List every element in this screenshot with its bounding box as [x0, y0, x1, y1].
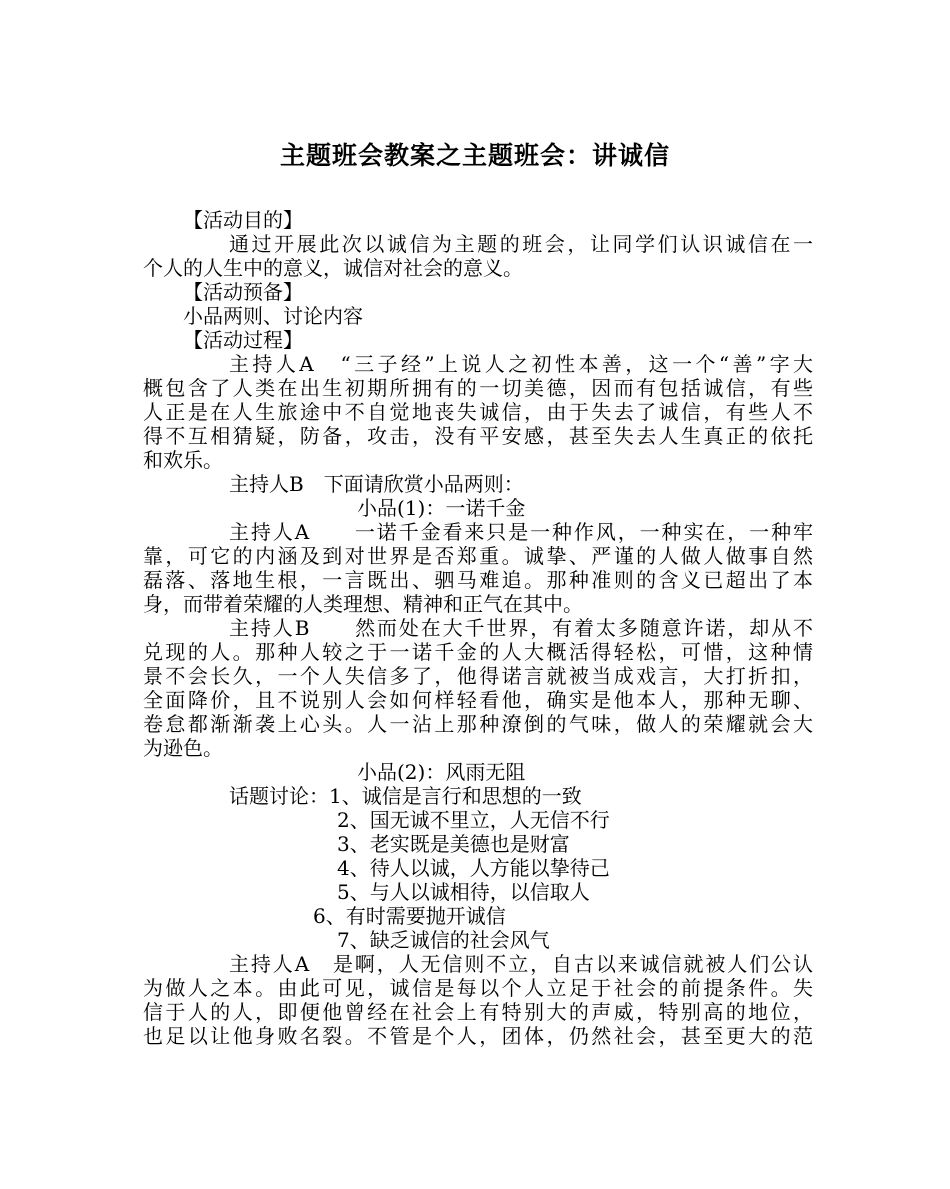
- discussion-topic-1: 话题讨论：1、诚信是言行和思想的一致: [229, 784, 582, 808]
- paragraph-line: 景不会长久，一个人失信多了，他得诺言就被当成戏言，大打折扣，: [143, 664, 813, 688]
- paragraph-line: 主持人A 是啊，人无信则不立，自古以来诚信就被人们公认: [229, 952, 813, 976]
- paragraph-line: 人正是在人生旅途中不自觉地丧失诚信，由于失去了诚信，有些人不: [143, 400, 813, 424]
- discussion-topic-5: 5、与人以诚相待，以信取人: [337, 880, 590, 904]
- skit-title-1: 小品(1)：一诺千金: [357, 496, 526, 520]
- paragraph-line: 全面降价，且不说别人会如何样轻看他，确实是他本人，那种无聊、: [143, 688, 813, 712]
- discussion-topic-6: 6、有时需要抛开诚信: [313, 904, 506, 928]
- document-title: 主题班会教案之主题班会：讲诚信: [279, 141, 670, 170]
- paragraph-line: 主持人B 下面请欣赏小品两则：: [229, 472, 524, 496]
- paragraph-line: 兑现的人。那种人较之于一诺千金的人大概活得轻松，可惜，这种情: [143, 640, 813, 664]
- paragraph-line: 和欢乐。: [143, 448, 223, 472]
- discussion-topic-4: 4、待人以诚，人方能以挚待己: [337, 856, 610, 880]
- paragraph-line: 靠，可它的内涵及到对世界是否郑重。诚挚、严谨的人做人做事自然: [143, 544, 813, 568]
- document-body: [143, 208, 813, 1048]
- paragraph-line: 主持人B 然而处在大千世界，有着太多随意许诺，却从不: [229, 616, 813, 640]
- paragraph-line: 为做人之本。由此可见，诚信是每以个人立足于社会的前提条件。失: [143, 976, 813, 1000]
- paragraph-line: 主持人A “三子经”上说人之初性本善，这一个“善”字大: [229, 352, 813, 376]
- paragraph-line: 磊落、落地生根，一言既出、驷马难追。那种准则的含义已超出了本: [143, 568, 813, 592]
- paragraph-line: 得不互相猜疑，防备，攻击，没有平安感，甚至失去人生真正的依托: [143, 424, 813, 448]
- paragraph-line: 通过开展此次以诚信为主题的班会，让同学们认识诚信在一: [229, 232, 813, 256]
- section-heading-preparation: 【活动预备】: [183, 280, 303, 304]
- paragraph-line: 小品两则、讨论内容: [183, 304, 363, 328]
- paragraph-line: 也足以让他身败名裂。不管是个人，团体，仍然社会，甚至更大的范: [143, 1024, 813, 1048]
- section-heading-purpose: 【活动目的】: [183, 208, 303, 232]
- paragraph-line: 概包含了人类在出生初期所拥有的一切美德，因而有包括诚信，有些: [143, 376, 813, 400]
- paragraph-line: 主持人A 一诺千金看来只是一种作风，一种实在，一种牢: [229, 520, 813, 544]
- discussion-topic-7: 7、缺乏诚信的社会风气: [337, 928, 550, 952]
- discussion-topic-3: 3、老实既是美德也是财富: [337, 832, 570, 856]
- paragraph-line: 卷怠都渐渐袭上心头。人一沾上那种潦倒的气味，做人的荣耀就会大: [143, 712, 813, 736]
- discussion-topic-2: 2、国无诚不里立，人无信不行: [337, 808, 610, 832]
- paragraph-line: 为逊色。: [143, 736, 223, 760]
- paragraph-line: 信于人的人，即便他曾经在社会上有特别大的声威，特别高的地位，: [143, 1000, 813, 1024]
- paragraph-line: 个人的人生中的意义，诚信对社会的意义。: [143, 256, 523, 280]
- paragraph-line: 身，而带着荣耀的人类理想、精神和正气在其中。: [143, 592, 583, 616]
- section-heading-process: 【活动过程】: [183, 328, 303, 352]
- skit-title-2: 小品(2)：风雨无阻: [357, 760, 526, 784]
